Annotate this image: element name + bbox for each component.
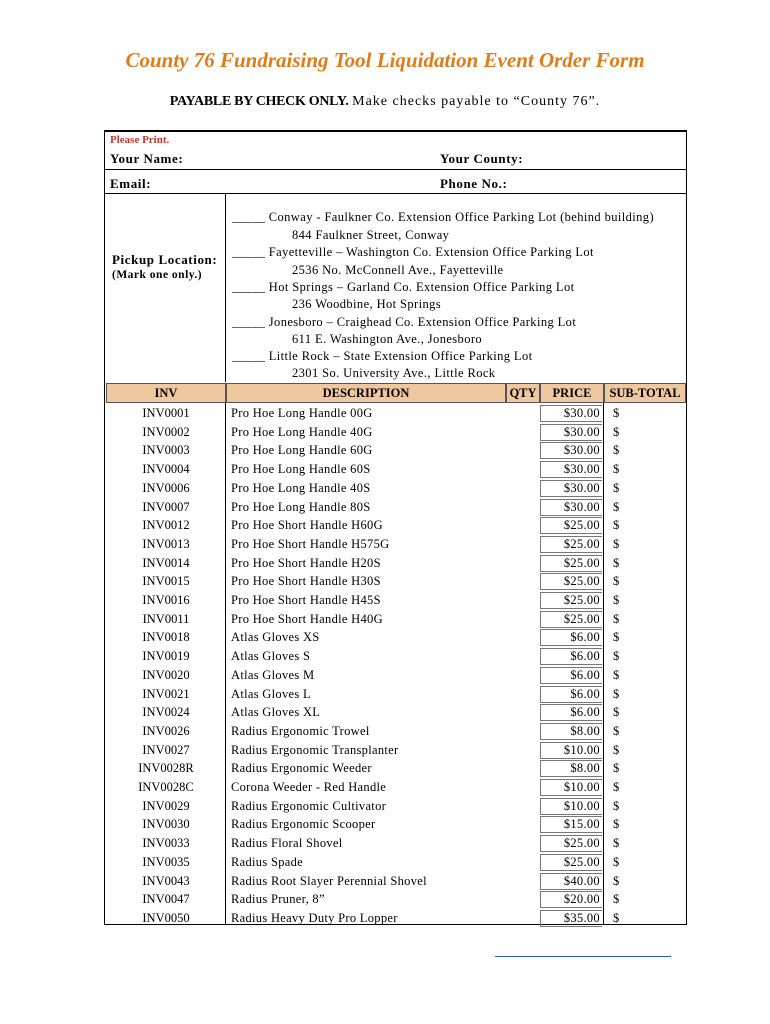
description-cell: Pro Hoe Short Handle H20S (231, 555, 381, 570)
description-cell: Pro Hoe Long Handle 00G (231, 406, 373, 420)
table-row (106, 610, 686, 629)
inv-cell: INV0047 (142, 892, 190, 907)
table-row (106, 479, 686, 498)
subtotal-cell[interactable]: $ (613, 742, 620, 757)
price-value: $25.00 (563, 611, 600, 626)
payable-rest: Make checks payable to “County 76”. (352, 94, 601, 109)
subtotal-cell[interactable]: $ (613, 518, 620, 533)
inv-cell: INV0014 (142, 555, 190, 570)
subtotal-cell[interactable]: $ (613, 574, 620, 589)
inv-cell: INV0012 (142, 518, 190, 533)
price-value: $25.00 (563, 836, 600, 851)
price-value: $20.00 (563, 892, 600, 907)
inv-cell: INV0015 (142, 574, 190, 589)
description-cell: Corona Weeder - Red Handle (231, 780, 387, 794)
price-value: $25.00 (563, 536, 600, 551)
table-row (106, 759, 686, 778)
pickup-address: 2536 No. McConnell Ave., Fayetteville (292, 263, 504, 277)
inv-cell: INV0001 (142, 406, 190, 420)
inv-cell: INV0002 (142, 424, 190, 439)
table-row (106, 591, 686, 610)
your-county-field[interactable]: Your County: (440, 151, 524, 166)
subtotal-cell[interactable]: $ (613, 873, 620, 888)
pickup-option-fayetteville[interactable]: _____ Fayetteville – Washington Co. Extension Office Parking Lot (232, 245, 594, 259)
subtotal-cell[interactable]: $ (613, 593, 620, 607)
pickup-address: 2301 So. University Ave., Little Rock (292, 366, 496, 380)
inv-cell: INV0003 (142, 443, 190, 458)
price-value: $40.00 (563, 873, 600, 888)
inv-cell: INV0030 (142, 817, 190, 832)
subtotal-cell[interactable]: $ (613, 836, 620, 851)
pickup-label: Pickup Location: (112, 252, 218, 267)
pickup-option-little-rock[interactable]: _____ Little Rock – State Extension Office Parking Lot (232, 349, 533, 363)
inv-cell: INV0007 (142, 499, 190, 514)
price-value: $10.00 (563, 780, 600, 794)
pickup-option-jonesboro[interactable]: _____ Jonesboro – Craighead Co. Extension Office Parking Lot (232, 315, 577, 329)
subtotal-cell[interactable]: $ (613, 798, 620, 813)
price-value: $30.00 (563, 480, 600, 495)
subtotal-cell[interactable]: $ (613, 611, 620, 626)
price-value: $25.00 (563, 574, 600, 589)
description-cell: Pro Hoe Long Handle 60G (231, 443, 373, 458)
description-cell: Pro Hoe Long Handle 40S (231, 480, 371, 495)
inv-cell: INV0021 (142, 686, 190, 701)
subtotal-cell[interactable]: $ (613, 443, 620, 458)
price-value: $30.00 (563, 499, 600, 514)
table-row (106, 441, 686, 460)
subtotal-cell[interactable]: $ (613, 667, 620, 682)
table-row (106, 834, 686, 853)
header-subtotal: SUB-TOTAL (604, 383, 686, 403)
table-row (106, 666, 686, 685)
payment-instructions (0, 94, 770, 110)
header-qty: QTY (506, 383, 540, 403)
description-cell: Radius Floral Shovel (231, 836, 343, 851)
inv-cell: INV0035 (142, 854, 190, 869)
table-row (106, 853, 686, 872)
subtotal-cell[interactable]: $ (613, 892, 620, 907)
price-value: $6.00 (570, 649, 600, 664)
price-value: $15.00 (563, 817, 600, 832)
pickup-address: 236 Woodbine, Hot Springs (292, 297, 442, 311)
description-cell: Atlas Gloves L (231, 686, 311, 701)
subtotal-cell[interactable]: $ (613, 499, 620, 514)
inv-cell: INV0043 (142, 873, 190, 888)
page-title: County 76 Fundraising Tool Liquidation Event Order Form (125, 48, 645, 72)
subtotal-cell[interactable]: $ (613, 555, 620, 570)
header-description: DESCRIPTION (226, 383, 506, 403)
footer-link[interactable] (495, 956, 671, 957)
table-row (106, 572, 686, 591)
table-row (106, 909, 686, 928)
inv-cell: INV0024 (142, 705, 190, 720)
subtotal-cell[interactable]: $ (613, 780, 620, 794)
price-value: $10.00 (563, 742, 600, 757)
inv-cell: INV0027 (142, 742, 190, 757)
subtotal-cell[interactable]: $ (613, 910, 620, 925)
price-value: $25.00 (563, 518, 600, 533)
subtotal-cell[interactable]: $ (613, 462, 620, 477)
price-value: $6.00 (570, 686, 600, 701)
description-cell: Atlas Gloves XS (231, 630, 320, 645)
inv-cell: INV0013 (142, 536, 190, 551)
table-row (106, 797, 686, 816)
table-row (106, 685, 686, 704)
inv-cell: INV0050 (142, 910, 190, 925)
table-row (106, 703, 686, 722)
table-row (106, 872, 686, 891)
description-cell: Pro Hoe Long Handle 40G (231, 424, 373, 439)
price-value: $8.00 (570, 761, 600, 776)
table-row (106, 778, 686, 797)
inv-cell: INV0016 (142, 593, 190, 607)
table-row (106, 516, 686, 535)
table-row (106, 423, 686, 442)
description-cell: Pro Hoe Long Handle 80S (231, 499, 371, 514)
your-name-field[interactable]: Your Name: (110, 151, 184, 166)
price-value: $8.00 (570, 723, 600, 738)
price-value: $35.00 (563, 910, 600, 925)
description-cell: Radius Spade (231, 854, 303, 869)
description-cell: Radius Ergonomic Transplanter (231, 742, 399, 757)
phone-field[interactable]: Phone No.: (440, 176, 508, 191)
table-row (106, 498, 686, 517)
subtotal-cell[interactable]: $ (613, 630, 620, 645)
description-cell: Pro Hoe Long Handle 60S (231, 462, 371, 477)
price-value: $30.00 (563, 406, 600, 420)
inv-cell: INV0011 (142, 611, 190, 626)
subtotal-cell[interactable]: $ (613, 854, 620, 869)
table-row (106, 647, 686, 666)
pickup-option-hot-springs[interactable]: _____ Hot Springs – Garland Co. Extension Office Parking Lot (232, 280, 575, 294)
inv-cell: INV0019 (142, 649, 190, 664)
description-cell: Radius Ergonomic Scooper (231, 817, 376, 832)
inv-cell: INV0029 (142, 798, 190, 813)
table-row (106, 535, 686, 554)
description-cell: Radius Ergonomic Weeder (231, 761, 372, 776)
inv-cell: INV0028R (138, 761, 194, 776)
inv-cell: INV0020 (142, 667, 190, 682)
price-value: $25.00 (563, 593, 600, 607)
price-value: $25.00 (563, 555, 600, 570)
description-cell: Pro Hoe Short Handle H45S (231, 593, 381, 607)
please-print: Please Print. (110, 134, 170, 146)
price-value: $30.00 (563, 462, 600, 477)
price-value: $30.00 (563, 443, 600, 458)
table-row (106, 722, 686, 741)
pickup-option-conway[interactable]: _____ Conway - Faulkner Co. Extension Office Parking Lot (behind building) (232, 210, 655, 224)
payable-bold: PAYABLE BY CHECK ONLY. (169, 94, 349, 109)
description-cell: Radius Pruner, 8” (231, 892, 325, 907)
inv-cell: INV0033 (142, 836, 190, 851)
subtotal-cell[interactable]: $ (613, 406, 620, 420)
price-value: $6.00 (570, 630, 600, 645)
price-value: $25.00 (563, 854, 600, 869)
table-row (106, 741, 686, 760)
table-row (106, 404, 686, 423)
subtotal-cell[interactable]: $ (613, 705, 620, 720)
price-value: $6.00 (570, 667, 600, 682)
description-cell: Pro Hoe Short Handle H40G (231, 611, 383, 626)
description-cell: Radius Ergonomic Trowel (231, 723, 370, 738)
inv-cell: INV0018 (142, 630, 190, 645)
inv-cell: INV0028C (138, 780, 194, 794)
table-row (106, 554, 686, 573)
description-cell: Radius Ergonomic Cultivator (231, 798, 387, 813)
pickup-address: 844 Faulkner Street, Conway (292, 228, 450, 242)
inv-cell: INV0006 (142, 480, 190, 495)
subtotal-cell[interactable]: $ (613, 761, 620, 776)
price-value: $30.00 (563, 424, 600, 439)
subtotal-cell[interactable]: $ (613, 723, 620, 738)
description-cell: Pro Hoe Short Handle H60G (231, 518, 383, 533)
subtotal-cell[interactable]: $ (613, 649, 620, 664)
subtotal-cell[interactable]: $ (613, 480, 620, 495)
table-row (106, 628, 686, 647)
description-cell: Radius Heavy Duty Pro Lopper (231, 910, 398, 925)
price-value: $6.00 (570, 705, 600, 720)
header-inv: INV (106, 383, 226, 403)
header-price: PRICE (540, 383, 604, 403)
table-row (106, 890, 686, 909)
subtotal-cell[interactable]: $ (613, 817, 620, 832)
description-cell: Pro Hoe Short Handle H30S (231, 574, 381, 589)
table-row (106, 815, 686, 834)
email-field[interactable]: Email: (110, 176, 152, 191)
pickup-note: (Mark one only.) (112, 269, 203, 281)
price-value: $10.00 (563, 798, 600, 813)
inv-cell: INV0004 (142, 462, 190, 477)
divider (105, 193, 686, 194)
subtotal-cell[interactable]: $ (613, 536, 620, 551)
description-cell: Pro Hoe Short Handle H575G (231, 536, 390, 551)
inv-cell: INV0026 (142, 723, 190, 738)
divider (105, 169, 686, 170)
description-cell: Atlas Gloves S (231, 649, 311, 664)
description-cell: Radius Root Slayer Perennial Shovel (231, 873, 427, 888)
table-row (106, 460, 686, 479)
description-cell: Atlas Gloves M (231, 667, 315, 682)
pickup-divider (225, 193, 226, 382)
description-cell: Atlas Gloves XL (231, 705, 321, 720)
subtotal-cell[interactable]: $ (613, 686, 620, 701)
pickup-address: 611 E. Washington Ave., Jonesboro (292, 332, 483, 346)
subtotal-cell[interactable]: $ (613, 424, 620, 439)
